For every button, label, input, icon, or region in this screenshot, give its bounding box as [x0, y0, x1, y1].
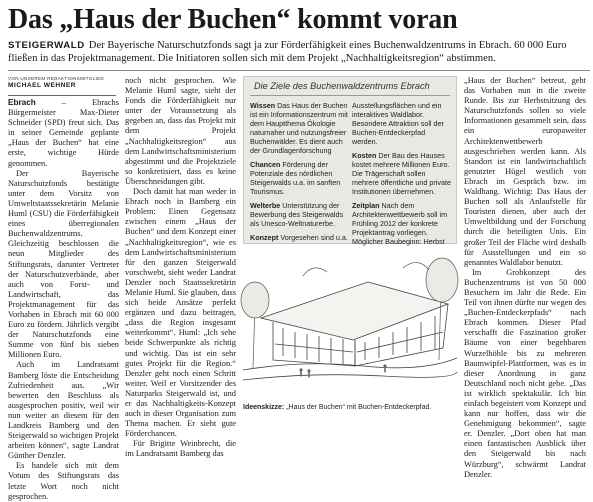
article-column-3 [464, 76, 586, 479]
info-item: Chancen Förderung der Potenziale des nördlichen Steigerwalds u.a. im sanften Tourismus. [250, 160, 341, 196]
caption-label: Ideenskizze: [243, 404, 285, 411]
article-paragraph: Doch damit hat man weder in Ebrach noch in Bamberg ein Problem: Einen Gegensatz zwischen einem „Haus der Buchen“ und dem Konzept einer „Nachhaltigkeitsregion“, wie es dem Landwirtschaftsministerium für den ganzen Steigerwald vorschwebt, sieht weder Landrat Denzler noch Staatssekretärin Melanie Huml. Sie glauben, dass sich beide Ansätze perfekt ergänzen und dazu beitragen, „dass die Region insgesamt weiterkommt“. Huml: „Ich sehe beide Schwerpunkte als richtig und wichtig. Das ist ein sehr gutes Projekt für die Region.“ Denzler geht noch einen Schritt weiter. Weil er Vorsitzender des Naturparks Steigerwald ist, und er das Nachhaltigkeits-Konzept auch in dieser Organisation zum Thema machen. Er sieht gute Förderchancen. [125, 187, 236, 439]
article-paragraph: Der Bayerische Naturschutzfonds bestätigte unter dem Vorsitz von Umweltstaatssekretärin Melanie Huml (CSU) die Förderfähigkeit eines überregionalen Buchenwaldzentrums. Gleichzeitig beschlossen die neun Mitglieder des Stiftungsrats, darunter Vertreter der Naturschutzverbände, aber auch von Forst- und Landwirtschaft, das Projektmanagement für das Vorhaben in Ebrach mit 60 000 Euro zu fördern. Jährlich vergibt der Naturschutzfonds eine Summe von fünf bis sieben Millionen Euro. [8, 168, 119, 360]
architecture-sketch-icon [243, 248, 457, 400]
lead-divider [8, 70, 590, 71]
lead-paragraph [8, 40, 590, 65]
article-column-2 [125, 76, 236, 459]
info-box-right-column [352, 101, 452, 260]
article-paragraph: Im Grobkonzept des Buchenzentrums ist von 50 000 Besuchern im Jahr die Rede. Ein Teil von ihnen dürfte nur wegen des „Buchen-Entdeckerpfads“ nach Ebrach kommen. Dieser Pfad verschafft die Faszination großer Bäume von einer begehbaren Wurzelhöhle bis zu mehreren Baumwipfel-Plattformen, was es in dieser Anordnung in ganz Deutschland noch nicht gebe. „Das ist wirklich spektakulär. Ich bin einfach begeistert vom Konzept und kann nur hoffen, dass wir die Genehmigung bekommen“, sagte er. Denzler. „Dort oben hat man einen fantastischen Ausblick über den Steigerwald bis nach Würzburg“, schwärmt Landrat Denzler. [464, 267, 586, 479]
info-item: Konzept Vorgesehen sind u.a. [250, 233, 348, 242]
byline [8, 76, 118, 89]
caption-text: „Haus der Buchen“ mit Buchen-Entdeckerpfad. [284, 404, 432, 411]
lead-kicker: STEIGERWALD [8, 40, 85, 51]
article-paragraph: „Haus der Buchen“ betreut, geht das Vorhaben nun in die zweite Runde. Bis zur Herbstsitzung des Naturschutzfonds sollen so viele Informationen gesammelt sein, dass ein europaweiter Architektenwettbewerb ausgeschrieben werden kann. Als Standort ist ein landwirtschaftlich genutzter Hügel westlich von Ebrach im Gespräch bzw. im Waldhang. Wichtig: Das Haus der Buchen soll als Anlaufstelle für Touristen dienen, aber auch der Umweltbildung und der Forschung durch die beteiligten Unis. Ein großer Teil der Fläche wird deshalb für Ausstellungen und ein so genanntes Waldlabor benutzt. [464, 76, 586, 267]
headline: Das „Haus der Buchen“ kommt voran [8, 4, 458, 35]
info-box [243, 76, 457, 244]
info-item: Welterbe Unterstützung der Bewerbung des Steigerwalds als Unesco-Weltnaturerbe. [250, 201, 344, 228]
info-box-left-column [250, 101, 350, 247]
image-caption [243, 404, 457, 411]
info-item: Ausstellungsflächen und ein interaktives Waldlabor. Besondere Attraktion soll der Buchen-Entdeckerpfad werden. [352, 101, 444, 146]
info-item: Zeitplan Nach dem Architektenwettbewerb soll im Frühling 2012 der konkrete Projektantrag vorliegen. Möglicher Baubeginn: Herbst [352, 201, 448, 246]
info-box-divider [250, 95, 450, 96]
article-paragraph: Für Brigitte Weinbrecht, die im Landratsamt Bamberg das [125, 439, 236, 459]
article-paragraph: Es handele sich mit dem Votum des Stiftungsrats das letzte Wort noch nicht gesprochen. [8, 461, 119, 501]
info-box-title: Die Ziele des Buchenwaldzentrums Ebrach [254, 81, 430, 91]
info-item: Kosten Der Bau des Hauses kostet mehrere Millionen Euro. Die Trägerschaft sollen mehrere öffentliche und private Institutionen übernehmen. [352, 151, 451, 196]
info-item: Wissen Das Haus der Buchen ist ein Informationszentrum mit dem Hauptthema Ökologie naturnaher und nutzungsfreier Buchenwälder. Es dient auch der Grundlagenforschung [250, 101, 348, 155]
article-paragraph: Ebrach – Ebrachs Bürgermeister Max-Dieter Schneider (SPD) freut sich. Das in seiner Gemeinde geplante „Haus der Buchen“ hat eine erste, wichtige Hürde genommen. [8, 98, 119, 168]
dateline: Ebrach [8, 98, 36, 107]
byline-prefix: VON UNSEREM REDAKTIONSMITGLIED [8, 76, 105, 81]
lead-text: Der Bayerische Naturschutzfonds sagt ja zur Förderfähigkeit eines Buchenwaldzentrums in Ebrach. 60 000 Euro fließen in das Projektmanagement. Die Initiatoren sollen sich mit dem Projekt „Nachhaltigkeitsregion“ abstimmen. [8, 40, 567, 64]
article-column-1 [8, 98, 119, 501]
byline-author: MICHAEL WEHNER [8, 82, 77, 89]
byline-divider [8, 95, 116, 96]
article-paragraph: noch nicht gesprochen. Wie Melanie Huml sagte, sieht der Fonds die Förderfähigkeit nur unter der Voraussetzung als gegeben an, dass das Projekt mit dem Projekt „Nachhaltigkeitsregion“ aus dem Landwirtschaftsministerium abgestimmt und die Projektziele so konkretisiert, dass es keine Überschneidungen gibt. [125, 76, 236, 186]
article-paragraph: Auch im Landratsamt Bamberg löste die Entscheidung Zufriedenheit aus. „Wir bewerten den Beschluss als ausgesprochen positiv, weil wir nun weiter an diesem für den Landkreis Bamberg und den Steigerwald so wichtigen Projekt arbeiten können“, sagte Landrat Günther Denzler. [8, 360, 119, 461]
